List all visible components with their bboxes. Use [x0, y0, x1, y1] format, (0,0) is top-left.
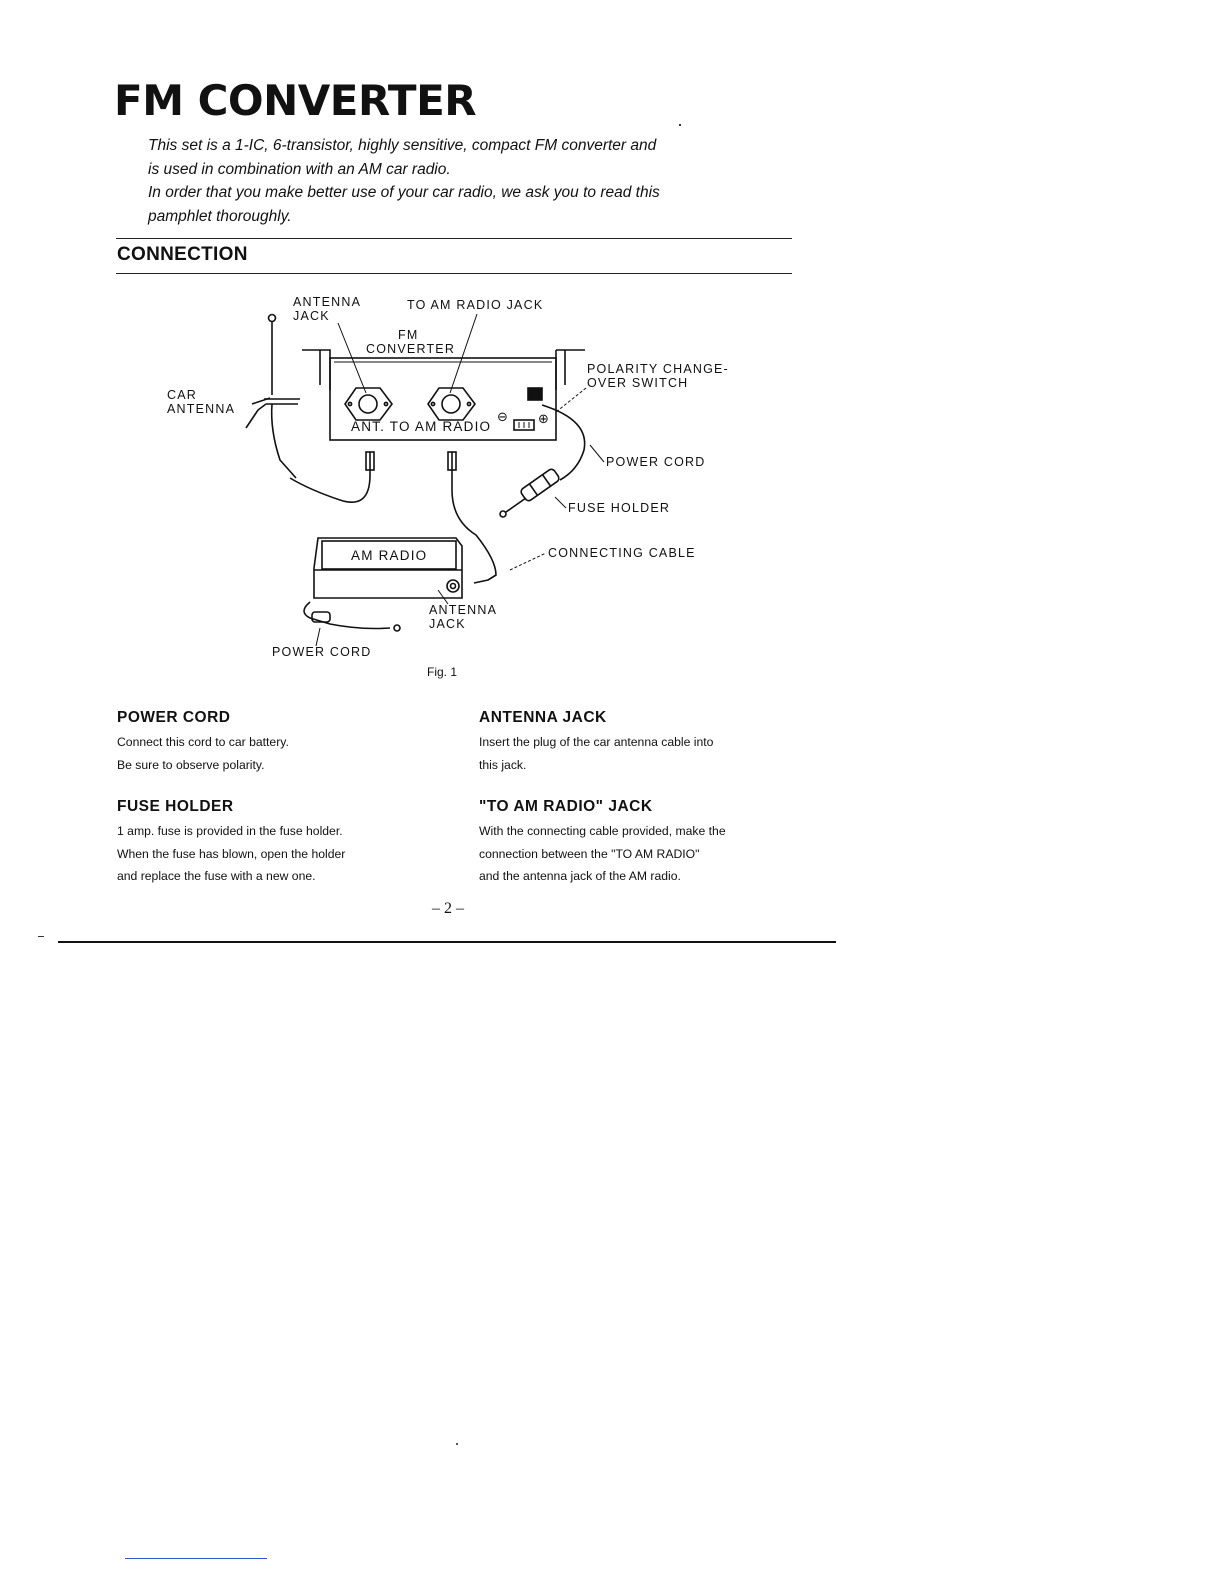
text-to-am-radio-jack	[479, 820, 797, 888]
text-power-cord	[117, 731, 435, 776]
heading-fuse-holder: FUSE HOLDER	[117, 798, 234, 815]
speck	[456, 1443, 458, 1445]
connection-diagram	[0, 0, 1224, 700]
connecting-cable-drawing	[452, 452, 496, 580]
panel-text: ANT. TO AM RADIO	[351, 419, 492, 434]
am-radio-drawing	[314, 538, 496, 598]
to-am-radio-jack-drawing	[428, 388, 475, 420]
heading-antenna-jack: ANTENNA JACK	[479, 709, 607, 726]
section-heading-connection: CONNECTION	[117, 244, 248, 265]
stray-mark	[38, 936, 44, 937]
label-am-radio: AM RADIO	[351, 548, 428, 563]
leader-power-cord-bottom	[316, 628, 320, 646]
text-line: and replace the fuse with a new one.	[117, 869, 316, 883]
speck	[679, 124, 681, 126]
label-fuse-holder: FUSE HOLDER	[568, 501, 671, 515]
car-antenna-drawing	[246, 315, 300, 479]
label-line: ANTENNA	[167, 402, 236, 416]
minus-sign-icon: ⊖	[497, 409, 510, 424]
label-line: FM	[398, 328, 419, 342]
leader-antenna-jack-bottom	[438, 590, 448, 604]
text-line: connection between the "TO AM RADIO"	[479, 846, 700, 861]
label-line: ANTENNA	[429, 603, 498, 617]
page-bottom-rule	[58, 941, 836, 943]
label-antenna-jack-bottom	[429, 603, 497, 631]
label-car-antenna	[167, 388, 235, 416]
text-fuse-holder	[117, 820, 429, 888]
leader-polarity	[556, 388, 586, 412]
leader-fuse	[555, 497, 566, 508]
ant-cable	[290, 452, 370, 502]
intro-line: pamphlet thoroughly.	[148, 207, 292, 225]
label-antenna-jack-top	[293, 295, 361, 323]
leader-power-cord	[590, 445, 604, 462]
leader-connecting-cable	[510, 553, 546, 570]
text-line: When the fuse has blown, open the holder	[117, 846, 346, 861]
label-line: CAR	[167, 388, 197, 402]
text-line: 1 amp. fuse is provided in the fuse holder.	[117, 824, 343, 838]
text-line: Be sure to observe polarity.	[117, 757, 265, 772]
page-number: – 2 –	[432, 900, 464, 917]
label-power-cord-right: POWER CORD	[606, 455, 706, 469]
intro-line: This set is a 1-IC, 6-transistor, highly sensitive, compact FM converter and	[148, 137, 657, 154]
label-line: OVER SWITCH	[587, 376, 689, 390]
label-line: JACK	[429, 617, 466, 631]
label-line: CONVERTER	[366, 342, 456, 356]
plus-sign-icon: ⊕	[538, 411, 551, 426]
intro-line: is used in combination with an AM car radio.	[148, 160, 451, 178]
label-to-am-radio-jack: TO AM RADIO JACK	[407, 298, 544, 312]
label-line: ANTENNA	[293, 295, 362, 309]
page-title: FM CONVERTER	[114, 76, 477, 125]
label-line: POLARITY CHANGE-	[587, 362, 729, 376]
label-fm-converter	[366, 328, 455, 356]
footer-link-rule	[125, 1558, 267, 1559]
text-line: With the connecting cable provided, make the	[479, 824, 726, 838]
heading-to-am-radio-jack: "TO AM RADIO" JACK	[479, 798, 653, 815]
fuse-holder-drawing	[520, 468, 561, 502]
text-line: Connect this cord to car battery.	[117, 735, 289, 749]
text-line: this jack.	[479, 757, 527, 772]
label-polarity-switch	[587, 362, 729, 390]
label-power-cord-bottom: POWER CORD	[272, 645, 372, 659]
text-line: and the antenna jack of the AM radio.	[479, 869, 681, 883]
label-connecting-cable: CONNECTING CABLE	[548, 546, 696, 560]
label-panel-text	[351, 420, 491, 434]
ant-jack-drawing	[345, 388, 392, 420]
text-antenna-jack	[479, 731, 797, 776]
text-line: Insert the plug of the car antenna cable into	[479, 735, 714, 749]
label-line: JACK	[293, 309, 330, 323]
power-cord-bottom-drawing	[304, 602, 390, 629]
heading-power-cord: POWER CORD	[117, 709, 231, 726]
figure-caption: Fig. 1	[427, 665, 458, 679]
intro-line: In order that you make better use of your car radio, we ask you to read this	[148, 184, 660, 201]
fuse-lead	[506, 498, 526, 512]
